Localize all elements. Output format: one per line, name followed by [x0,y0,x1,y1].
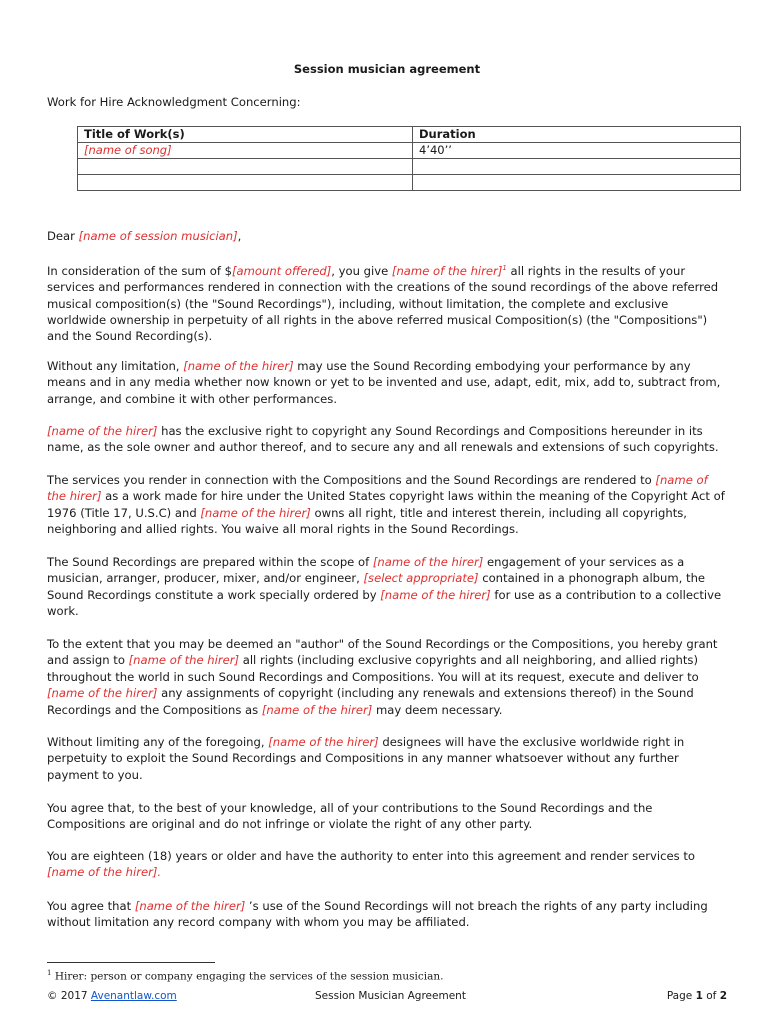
page-number: Page 1 of 2 [666,990,727,1002]
footnote-divider [47,962,215,963]
footer-link[interactable]: Avenantlaw.com [90,990,177,1002]
placeholder-hirer: [name of the hirer] [47,686,158,701]
paragraph-consideration: In consideration of the sum of $[amount offered], you give [name of the hirer]$^1$ all rights in the results of your services and performances rendered in connection with the creations of the sound recordings of the above referred musical composition(s) (the "Sound Recordings"), including, without limitation, the complete and exclusive worldwide ownership in perpetuity of all rights in the above referred musical Composition(s) (the "Compositions") and the Sound Recording(s). [47,263,719,344]
paragraph-services: The services you render in connection with the Compositions and the Sound Recordings are rendered to [name of the hirer] as a work made for hire under the United States copyright laws within the meaning of the Copyright Act of 1976 (Title 17, U.S.C) and [name of the hirer] owns all right, title and interest therein, including all copyrights, neighboring and allied rights. You waive all moral rights in the Sound Recordings. [47,473,725,537]
paragraph-knowledge: You agree that, to the best of your knowledge, all of your contributions to the Sound Recordings and the Compositions are original and do not infringe or violate the right of any other party. [47,801,653,832]
table-cell-title [78,159,413,175]
placeholder-hirer: [name of the hirer] [134,899,246,913]
placeholder-hirer: [name of the hirer] [47,424,158,438]
placeholder-hirer: [name of [655,473,708,487]
placeholder-hirer: [name of the hirer] [268,735,379,749]
table-header-title: Title of Work(s) [78,127,413,143]
paragraph-rights: You agree that [name of the hirer] ’s use of the Sound Recordings will not breach the rights of any party including without limitation any record company with whom you may be affiliated. [47,899,708,930]
document-title: Session musician agreement [293,62,481,76]
footer-copyright: © 2017 Avenantlaw.com [47,990,177,1002]
salutation: Dear [name of session musician], [47,229,242,243]
table-cell-duration [413,159,741,175]
paragraph-foregoing: Without limiting any of the foregoing, [name of the hirer] designees will have the exclusive worldwide right in perpetuity to exploit the Sound Recordings and Compositions in any manner whatsoever without any further payment to you. [47,735,685,782]
placeholder-amount: [amount offered] [231,263,332,278]
footnote: $^1$ Hirer: person or company engaging the services of the session musician. [47,969,444,983]
placeholder-hirer: [name of the hirer]$^1$ [391,263,507,278]
placeholder-hirer: the hirer] [47,489,102,504]
table-row [78,175,741,191]
placeholder-session-musician: [name of session musician] [78,229,238,243]
paragraph-age: You are eighteen (18) years or older and have the authority to enter into this agreement and render services to [name of the hirer]. [47,849,695,880]
table-header-row [78,127,741,143]
placeholder-hirer: [name of the hirer] [183,359,294,373]
intro-line: Work for Hire Acknowledgment Concerning: [47,95,301,109]
placeholder-hirer: [name of the hirer] [380,587,491,602]
paragraph-limitation: Without any limitation, [name of the hirer] may use the Sound Recording embodying your performance by any means and in any media whether now known or yet to be invented and use, adapt, edit, mix, add to, subtract from, arrange, and combine it with other performances. [47,359,721,406]
table-row [78,143,741,159]
placeholder-hirer: [name of the hirer] [261,702,373,717]
paragraph-copyright: [name of the hirer] has the exclusive right to copyright any Sound Recordings and Compositions hereunder in its name, as the sole owner and author thereof, and to secure any and all renewals and extensions of such copyrights. [47,424,719,455]
table-cell-title: [name of song] [78,143,413,159]
footer-title: Session Musician Agreement [315,990,466,1002]
table-cell-title [78,175,413,191]
works-table [77,126,741,191]
table-row [78,159,741,175]
placeholder-select: [select appropriate] [363,571,479,586]
paragraph-scope: The Sound Recordings are prepared within the scope of [name of the hirer] engagement of your services as a musician, arranger, producer, mixer, and/or engineer, [select appropriate] contained in a phonograph album, the Sound Recordings constitute a work specially ordered by [name of the hirer] for use as a contribution to a collective work. [47,555,722,619]
placeholder-hirer: [name of the hirer]. [47,865,162,880]
table-header-duration: Duration [413,127,741,143]
placeholder-hirer: [name of the hirer] [200,505,311,520]
table-cell-duration [413,175,741,191]
placeholder-hirer: [name of the hirer] [128,653,240,668]
footnote-marker: 1 [502,264,507,272]
paragraph-author: To the extent that you may be deemed an "author" of the Sound Recordings or the Compositions, you hereby grant and assign to [name of the hirer] all rights (including exclusive copyrights and all neighboring, and allied rights) throughout the world in such Sound Recordings and Compositions. You will at its request, execute and deliver to [name of the hirer] any assignments of copyright (including any renewals and extensions thereof) in the Sound Recordings and the Compositions as [name of the hirer] may deem necessary. [47,637,718,717]
placeholder-hirer: [name of the hirer] [372,555,484,569]
table-cell-duration: 4’40’’ [413,143,741,159]
document-page [47,0,727,1024]
